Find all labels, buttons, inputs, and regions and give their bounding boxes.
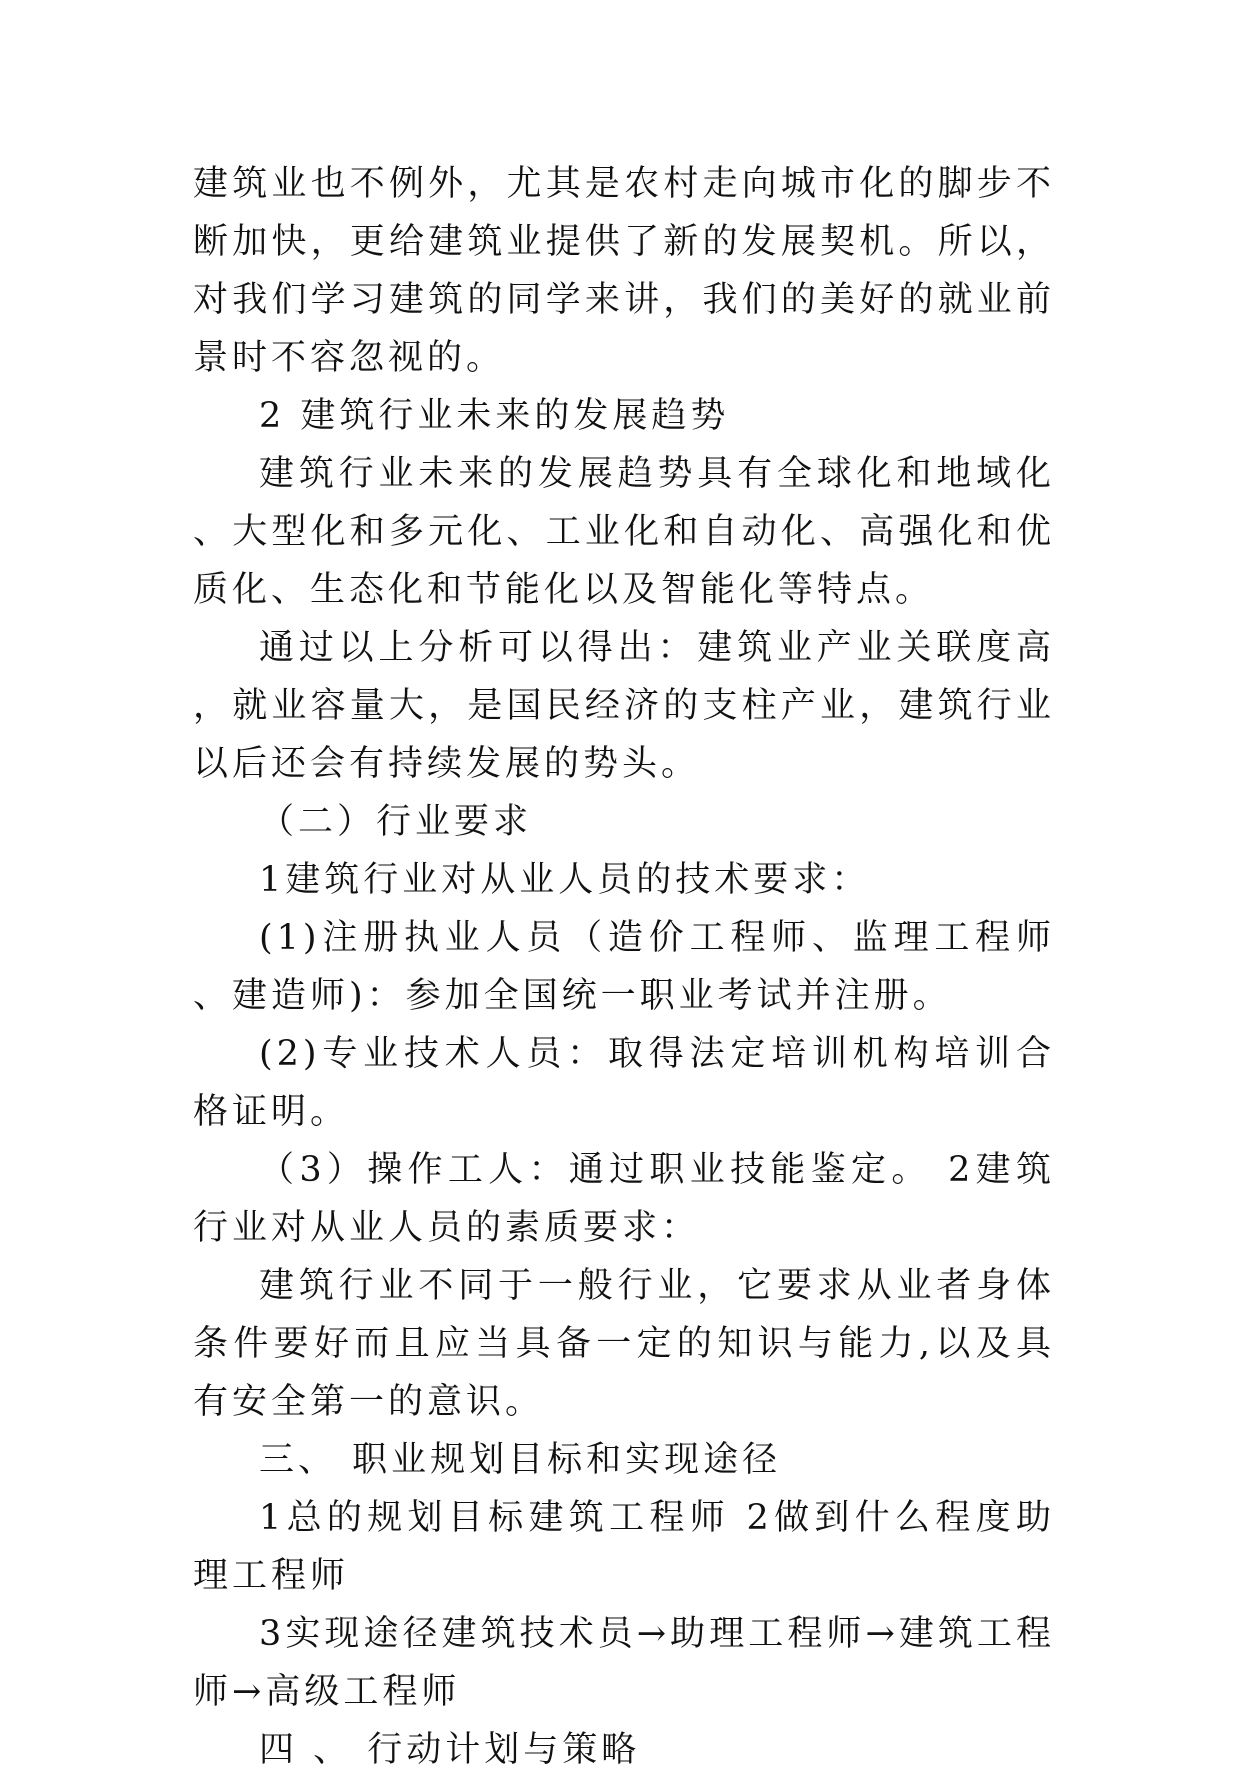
heading-technical-requirements: 1建筑行业对从业人员的技术要求：	[259, 860, 871, 900]
paragraph-quality-requirements: 建筑行业不同于一般行业，它要求从业者身体条件要好而且应当具备一定的知识与能力,以及具有安全第一的意识。	[193, 1266, 1055, 1422]
paragraph-career-path: 3实现途径建筑技术员→助理工程师→建筑工程师→高级工程师	[193, 1614, 1055, 1712]
document-body	[193, 155, 1055, 1779]
heading-action-plan: 四 、 行动计划与策略	[259, 1730, 641, 1770]
heading-industry-requirements: （二）行业要求	[259, 802, 533, 842]
paragraph-overall-goal: 1总的规划目标建筑工程师 2做到什么程度助理工程师	[193, 1498, 1055, 1596]
heading-industry-trend: 2 建筑行业未来的发展趋势	[259, 396, 730, 436]
paragraph-technical-staff: (2)专业技术人员：取得法定培训机构培训合格证明。	[193, 1034, 1055, 1132]
paragraph-analysis-conclusion: 通过以上分析可以得出：建筑业产业关联度高，就业容量大，是国民经济的支柱产业，建筑行业以后还会有持续发展的势头。	[193, 628, 1055, 784]
paragraph-operators-quality: （3）操作工人：通过职业技能鉴定。 2建筑行业对从业人员的素质要求：	[193, 1150, 1055, 1248]
paragraph-registered-practitioners: (1)注册执业人员（造价工程师、监理工程师、建造师)：参加全国统一职业考试并注册。	[193, 918, 1055, 1016]
paragraph-employment-outlook: 建筑业也不例外，尤其是农村走向城市化的脚步不断加快，更给建筑业提供了新的发展契机。所以，对我们学习建筑的同学来讲，我们的美好的就业前景时不容忽视的。	[193, 164, 1055, 378]
paragraph-industry-trend: 建筑行业未来的发展趋势具有全球化和地域化、大型化和多元化、工业化和自动化、高强化和优质化、生态化和节能化以及智能化等特点。	[193, 454, 1055, 610]
heading-career-goals: 三、 职业规划目标和实现途径	[259, 1440, 782, 1480]
